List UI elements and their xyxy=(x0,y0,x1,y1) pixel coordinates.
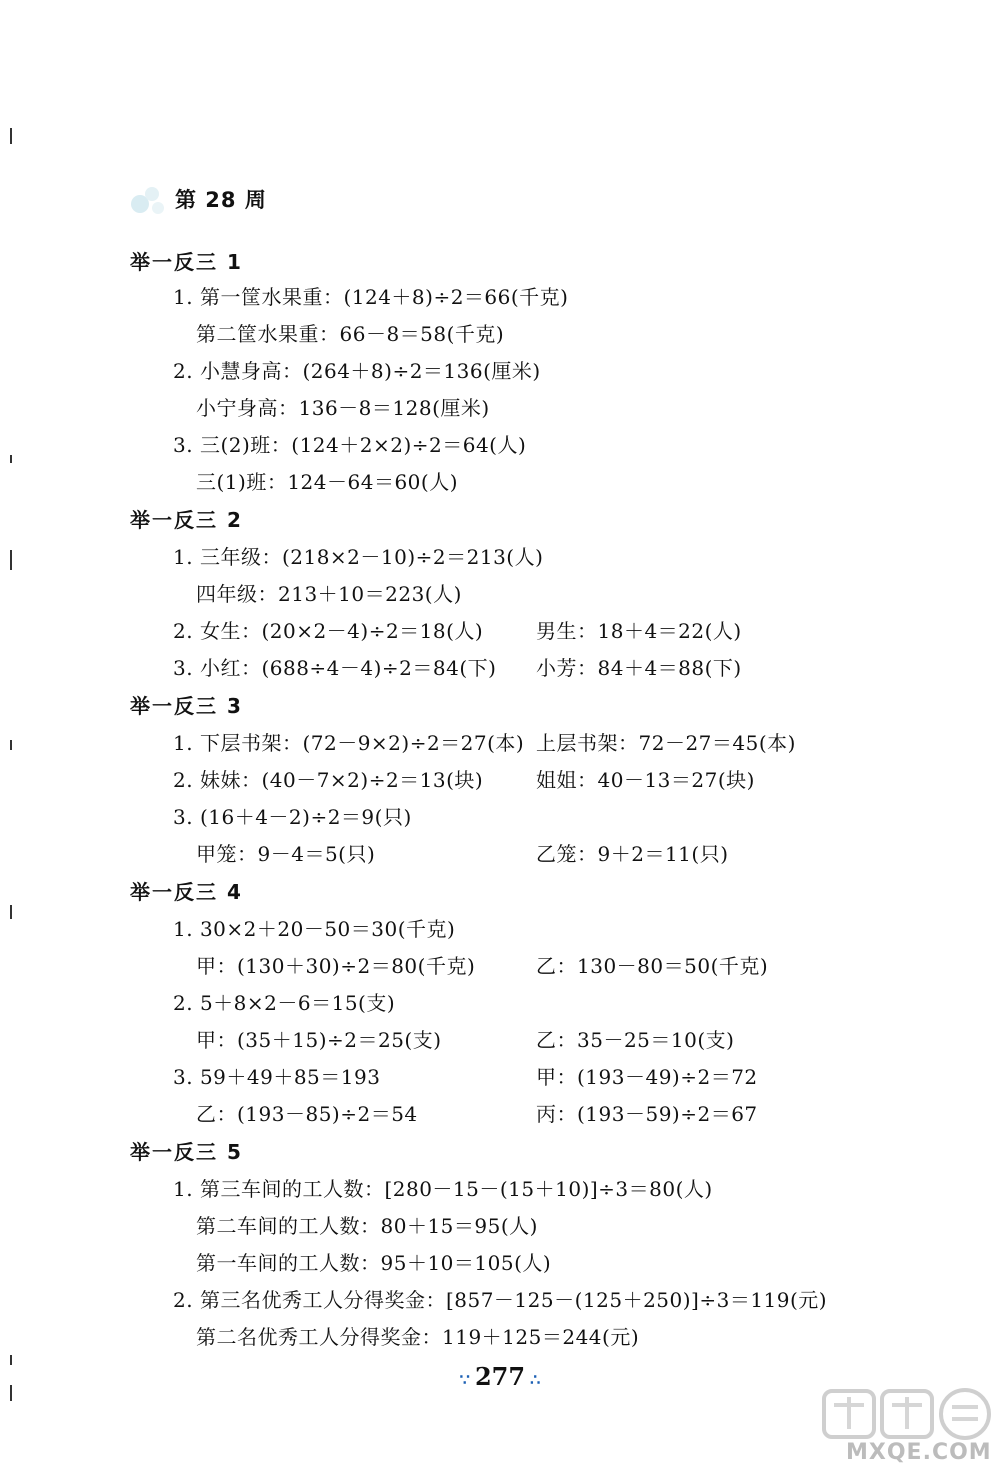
section-heading: 举一反三 1 xyxy=(130,250,243,274)
answer-line: 甲：(35＋15)÷2＝25(支) xyxy=(196,1028,442,1052)
edge-mark xyxy=(10,550,12,570)
answer-line: 3. 59＋49＋85＝193 xyxy=(173,1065,381,1089)
edge-mark xyxy=(10,1355,12,1365)
answer-line: 2. 小慧身高：(264＋8)÷2＝136(厘米) xyxy=(173,359,541,383)
edge-mark xyxy=(10,1385,12,1401)
page-number xyxy=(430,1362,570,1402)
answer-line: 甲笼：9－4＝5(只) xyxy=(196,842,376,866)
answer-line: 1. 第一筐水果重：(124＋8)÷2＝66(千克) xyxy=(173,285,569,309)
answer-line: 第一车间的工人数：95＋10＝105(人) xyxy=(196,1251,552,1275)
answer-line: 乙：35－25＝10(支) xyxy=(536,1028,735,1052)
answer-line: 第二名优秀工人分得奖金：119＋125＝244(元) xyxy=(196,1325,640,1349)
edge-mark xyxy=(10,740,12,750)
dots-right-icon: ∴ xyxy=(530,1370,541,1389)
edge-mark xyxy=(10,905,12,919)
answer-line: 1. 三年级：(218×2－10)÷2＝213(人) xyxy=(173,545,544,569)
answer-line: 四年级：213＋10＝223(人) xyxy=(196,582,462,606)
answer-line: 三(1)班：124－64＝60(人) xyxy=(196,470,459,494)
week-decoration-icon xyxy=(128,182,170,216)
answer-line: 1. 第三车间的工人数：[280－15－(15＋10)]÷3＝80(人) xyxy=(173,1177,713,1201)
edge-mark xyxy=(10,455,12,463)
answer-line: 乙：130－80＝50(千克) xyxy=(536,954,769,978)
week-title: 第 28 周 xyxy=(175,188,267,212)
answer-line: 3. 三(2)班：(124＋2×2)÷2＝64(人) xyxy=(173,433,527,457)
answer-line: 丙：(193－59)÷2＝67 xyxy=(536,1102,758,1126)
answer-line: 3. (16＋4－2)÷2＝9(只) xyxy=(173,805,412,829)
answer-line: 乙：(193－85)÷2＝54 xyxy=(196,1102,418,1126)
answer-line: 小宁身高：136－8＝128(厘米) xyxy=(196,396,490,420)
page-number-text: 277 xyxy=(474,1362,526,1391)
answer-line: 乙笼：9＋2＝11(只) xyxy=(536,842,729,866)
answer-line: 甲：(193－49)÷2＝72 xyxy=(536,1065,758,1089)
edge-mark xyxy=(10,128,12,144)
answer-line: 1. 30×2＋20－50＝30(千克) xyxy=(173,917,456,941)
answer-line: 姐姐：40－13＝27(块) xyxy=(536,768,755,792)
answer-line: 第二车间的工人数：80＋15＝95(人) xyxy=(196,1214,538,1238)
section-heading: 举一反三 3 xyxy=(130,694,243,718)
answer-line: 2. 妹妹：(40－7×2)÷2＝13(块) xyxy=(173,768,484,792)
answer-line: 1. 下层书架：(72－9×2)÷2＝27(本) xyxy=(173,731,525,755)
section-heading: 举一反三 4 xyxy=(130,880,243,904)
answer-line: 2. 5＋8×2－6＝15(支) xyxy=(173,991,396,1015)
answer-line: 甲：(130＋30)÷2＝80(千克) xyxy=(196,954,476,978)
answer-line: 男生：18＋4＝22(人) xyxy=(536,619,742,643)
section-heading: 举一反三 2 xyxy=(130,508,243,532)
section-heading: 举一反三 5 xyxy=(130,1140,243,1164)
dots-left-icon: ∵ xyxy=(459,1370,470,1389)
answer-line: 小芳：84＋4＝88(下) xyxy=(536,656,742,680)
answer-line: 3. 小红：(688÷4－4)÷2＝84(下) xyxy=(173,656,497,680)
answer-line: 上层书架：72－27＝45(本) xyxy=(536,731,796,755)
answer-line: 2. 第三名优秀工人分得奖金：[857－125－(125＋250)]÷3＝119(元) xyxy=(173,1288,828,1312)
answer-line: 第二筐水果重：66－8＝58(千克) xyxy=(196,322,505,346)
answer-line: 2. 女生：(20×2－4)÷2＝18(人) xyxy=(173,619,484,643)
watermark-text: MXQE.COM xyxy=(846,1440,992,1465)
